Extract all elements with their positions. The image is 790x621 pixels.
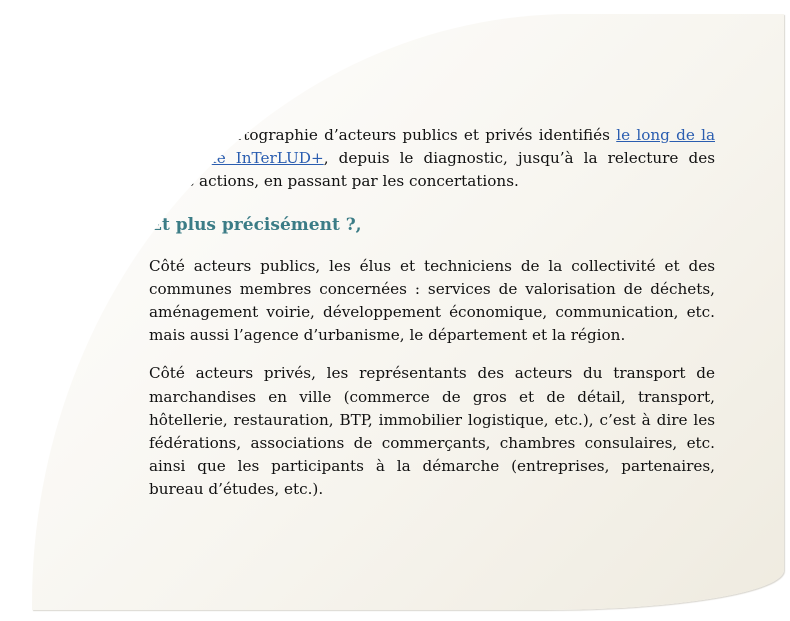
paragraph-text-before-link: Toute la cartographie d’acteurs publics et privés identifiés [149, 126, 617, 144]
card-content [149, 83, 715, 502]
paragraph-cartography [149, 124, 715, 194]
paragraph-private-actors: Côté acteurs privés, les représentants des acteurs du transport de marchandises en ville (commerce de gros et de détail, transport, hôtellerie, restauration, BTP, immobilier logistique, etc.), c’est à dire les fédérations, associations de commerçants, chambres consulaires, etc. ainsi que les participants à la démarche (entreprises, partenaires, bureau d’études, etc.). [149, 364, 715, 499]
section-heading-more-precisely: Et plus précisément ?, [149, 214, 362, 235]
info-card [32, 14, 784, 610]
paragraph-public-actors: Côté acteurs publics, les élus et techniciens de la collectivité et des communes membres concernées : services de valorisation de déchets, aménagement voirie, développement économique, communication, etc. mais aussi l’agence d’urbanisme, le département et la région. [149, 256, 715, 345]
section-heading-who-to-invite: Qui inviter ? [149, 85, 268, 105]
interlud-link[interactable]: le long de la démarche InTerLUD+ [149, 126, 715, 168]
paragraph-text-after-link: , depuis le diagnostic, jusqu’à la relecture des fiches actions, en passant par les concertations. [149, 149, 715, 191]
